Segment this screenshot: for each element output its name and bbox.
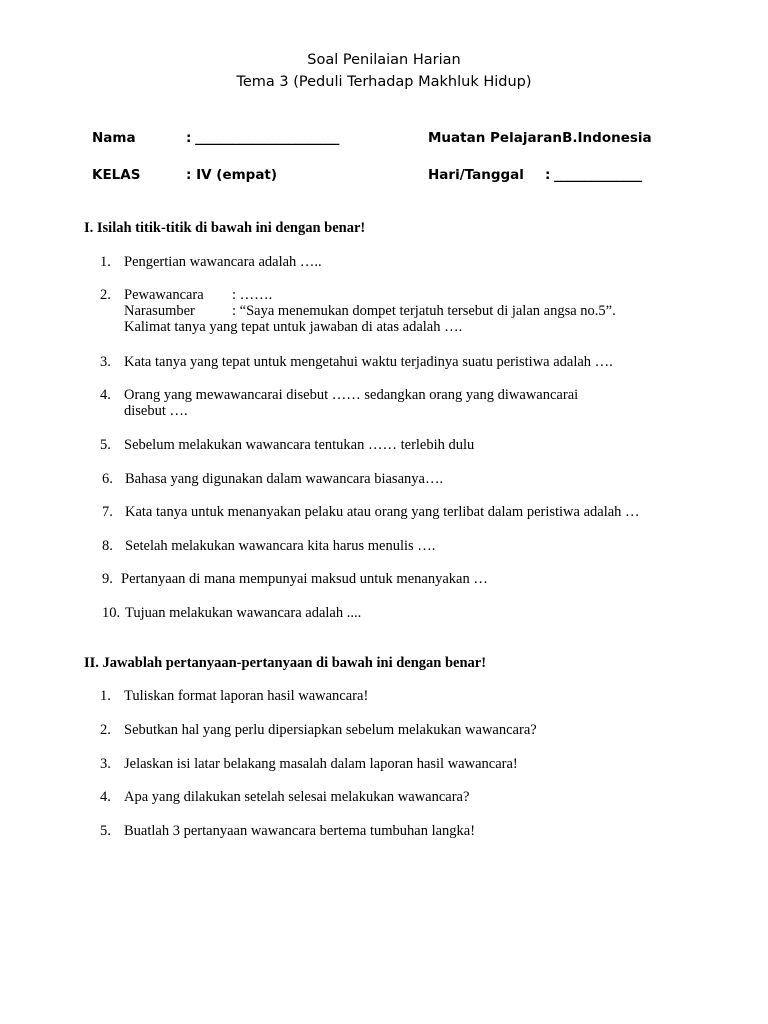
muatan-value: : B.Indonesia	[552, 130, 652, 146]
s2-q4-number: 4.	[100, 789, 111, 805]
s1-q4-text-line2: disebut ….	[124, 403, 188, 419]
s1-q5-text: Sebelum melakukan wawancara tentukan …… terlebih dulu	[124, 437, 475, 453]
s2-q5-number: 5.	[100, 823, 111, 839]
s2-q4-text: Apa yang dilakukan setelah selesai melakukan wawancara?	[124, 789, 470, 805]
s1-q2-number: 2.	[100, 287, 111, 303]
s1-q2-question: Kalimat tanya yang tepat untuk jawaban di atas adalah ….	[124, 319, 463, 335]
s2-q1-text: Tuliskan format laporan hasil wawancara!	[124, 688, 369, 704]
s1-q2-label-pewawancara: Pewawancara	[124, 287, 204, 303]
s2-q2-text: Sebutkan hal yang perlu dipersiapkan sebelum melakukan wawancara?	[124, 722, 537, 738]
s1-q2-value-narasumber: : “Saya menemukan dompet terjatuh tersebut di jalan angsa no.5”.	[232, 303, 616, 319]
s2-q5-text: Buatlah 3 pertanyaan wawancara bertema tumbuhan langka!	[124, 823, 476, 839]
nama-label: Nama	[92, 130, 136, 146]
s2-q3-number: 3.	[100, 756, 111, 772]
page-title: Soal Penilaian Harian	[307, 52, 461, 68]
s1-q6-text: Bahasa yang digunakan dalam wawancara biasanya….	[125, 471, 444, 487]
kelas-label: KELAS	[92, 167, 141, 183]
s1-q4-number: 4.	[100, 387, 111, 403]
hari-field: : ______________	[545, 167, 642, 183]
kelas-value: : IV (empat)	[186, 167, 278, 183]
hari-label: Hari/Tanggal	[428, 167, 524, 183]
s1-q10-text: Tujuan melakukan wawancara adalah ....	[125, 605, 362, 621]
section2-heading: II. Jawablah pertanyaan-pertanyaan di bawah ini dengan benar!	[84, 655, 487, 671]
s2-q1-number: 1.	[100, 688, 111, 704]
s1-q2-value-pewawancara: : …….	[232, 287, 273, 303]
s1-q1-number: 1.	[100, 254, 111, 270]
section1-heading: I. Isilah titik-titik di bawah ini dengan benar!	[84, 220, 366, 236]
s1-q3-text: Kata tanya yang tepat untuk mengetahui waktu terjadinya suatu peristiwa adalah ….	[124, 354, 613, 370]
s1-q2-label-narasumber: Narasumber	[124, 303, 195, 319]
s1-q9-number: 9.	[102, 571, 113, 587]
s1-q6-number: 6.	[102, 471, 113, 487]
s1-q1-text: Pengertian wawancara adalah …..	[124, 254, 322, 270]
s1-q10-number: 10.	[102, 605, 121, 621]
s1-q9-text: Pertanyaan di mana mempunyai maksud untuk menanyakan …	[121, 571, 488, 587]
s1-q3-number: 3.	[100, 354, 111, 370]
s1-q7-text: Kata tanya untuk menanyakan pelaku atau orang yang terlibat dalam peristiwa adalah …	[125, 504, 640, 520]
s1-q4-text-line1: Orang yang mewawancarai disebut …… sedangkan orang yang diwawancarai	[124, 387, 579, 403]
s1-q5-number: 5.	[100, 437, 111, 453]
s2-q3-text: Jelaskan isi latar belakang masalah dalam laporan hasil wawancara!	[124, 756, 518, 772]
s2-q2-number: 2.	[100, 722, 111, 738]
s1-q8-number: 8.	[102, 538, 113, 554]
muatan-label: Muatan Pelajaran	[428, 130, 562, 146]
s1-q7-number: 7.	[102, 504, 113, 520]
nama-field: : _______________________	[186, 130, 339, 146]
s1-q8-text: Setelah melakukan wawancara kita harus menulis ….	[125, 538, 436, 554]
page-subtitle: Tema 3 (Peduli Terhadap Makhluk Hidup)	[236, 74, 532, 90]
